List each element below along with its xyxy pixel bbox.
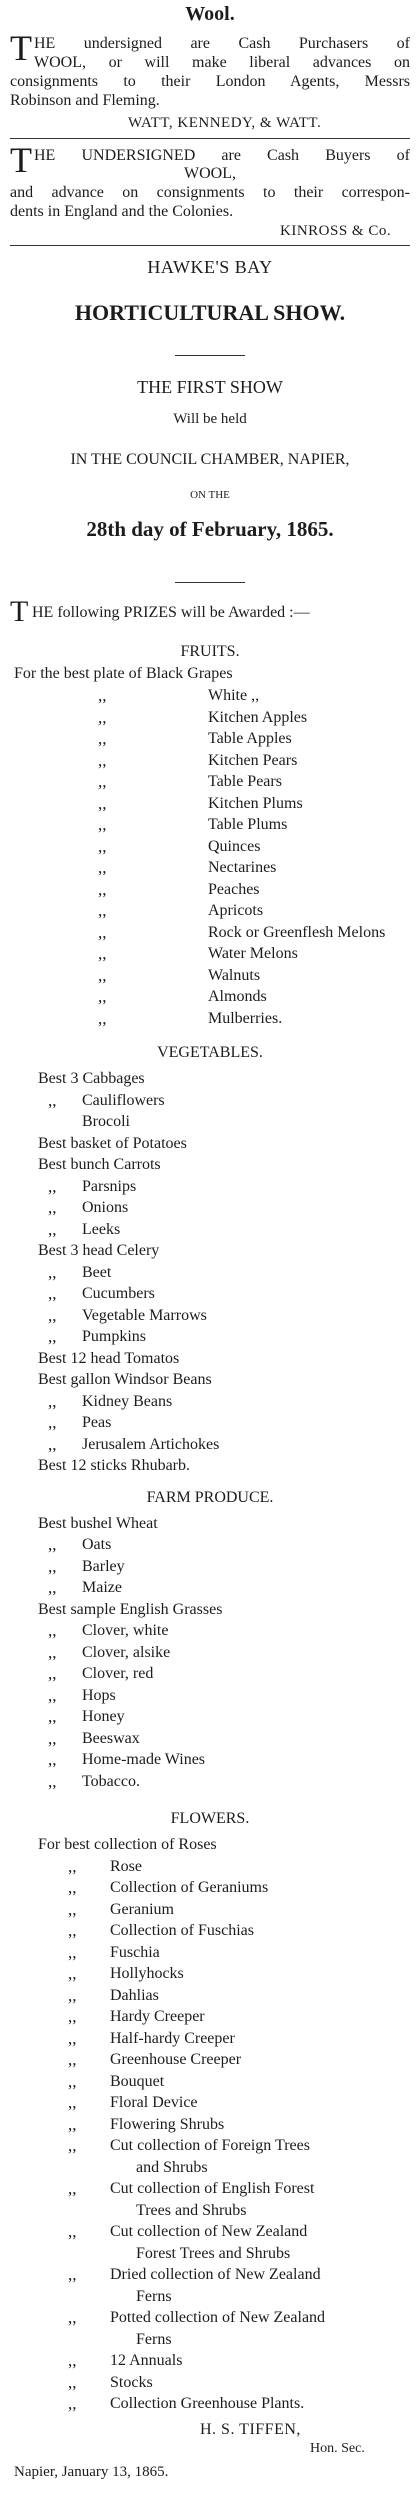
ad-line: WOOL, or will make liberal advances on	[34, 54, 410, 71]
prize-item: Leeks	[82, 1220, 121, 1238]
ditto-mark: ,,	[68, 1985, 77, 2005]
ditto-mark: ,,	[68, 2093, 77, 2112]
ad-divider	[10, 245, 410, 246]
prize-item: Mulberries.	[208, 1009, 283, 1027]
section-heading: FRUITS.	[180, 643, 240, 660]
ditto-mark: ,,	[48, 1434, 57, 1454]
prize-item: Floral Device	[110, 2094, 198, 2111]
prize-item: Vegetable Marrows	[82, 1306, 207, 1324]
ad-signature: KINROSS & Co.	[280, 223, 392, 239]
ditto-mark: ,,	[98, 686, 107, 705]
prize-item: Peas	[82, 1414, 112, 1431]
ditto-mark: ,,	[48, 1198, 57, 1217]
ad-line: HE UNDERSIGNED are Cash Buyers of	[34, 147, 410, 164]
show-subtitle: HAWKE'S BAY	[147, 257, 273, 277]
prize-item: Hollyhocks	[110, 1965, 184, 1982]
prize-item: Kitchen Pears	[208, 751, 298, 769]
ditto-mark: ,,	[48, 1284, 57, 1303]
prize-line: Best sample English Grasses	[38, 1600, 223, 1618]
prize-line: Best 3 Cabbages	[38, 1070, 145, 1087]
short-divider	[175, 355, 245, 356]
on-the: ON THE	[190, 489, 230, 501]
ad-line: Robinson and Fleming.	[10, 92, 160, 109]
ditto-mark: ,,	[98, 793, 107, 813]
prize-item: Honey	[82, 1708, 125, 1725]
location: IN THE COUNCIL CHAMBER, NAPIER,	[70, 451, 350, 468]
ditto-mark: ,,	[98, 1008, 107, 1028]
prize-item: Collection of Fuschias	[110, 1922, 254, 1939]
ditto-mark: ,,	[98, 901, 107, 920]
ad-line: HE undersigned are Cash Purchasers of	[34, 35, 410, 52]
prize-item: Barley	[82, 1557, 125, 1575]
ditto-mark: ,,	[68, 1856, 77, 1876]
ditto-mark: ,,	[68, 2007, 77, 2026]
ditto-mark: ,,	[68, 2222, 77, 2241]
prize-item: Apricots	[208, 902, 264, 919]
ditto-mark: ,,	[98, 987, 107, 1006]
prize-item: Clover, alsike	[82, 1643, 171, 1661]
prize-item: Geranium	[110, 1900, 174, 1918]
dateline: Napier, January 13, 1865.	[14, 2463, 169, 2480]
secretary-name: H. S. TIFFEN,	[200, 2420, 301, 2438]
prize-item: Parsnips	[82, 1177, 137, 1195]
ad-line: dents in England and the Colonies.	[10, 203, 234, 220]
prize-item: Kitchen Plums	[208, 794, 303, 812]
prize-item: 12 Annuals	[110, 2352, 183, 2369]
drop-cap: T	[10, 140, 32, 180]
prize-item: Water Melons	[208, 945, 298, 962]
prize-line: Best bunch Carrots	[38, 1156, 161, 1173]
prize-item: Table Plums	[208, 816, 288, 833]
ditto-mark: ,,	[48, 1090, 57, 1110]
ditto-mark: ,,	[68, 2372, 77, 2392]
ditto-mark: ,,	[98, 750, 107, 770]
ditto-mark: ,,	[48, 1621, 57, 1640]
prizes-intro: HE following PRIZES will be Awarded :—	[32, 604, 310, 621]
ditto-mark: ,,	[48, 1535, 57, 1554]
prize-item: Oats	[82, 1536, 112, 1553]
prize-item: Fuschia	[110, 1943, 160, 1961]
prize-line: For the best plate of Black Grapes	[14, 665, 233, 682]
ditto-mark: ,,	[68, 1921, 77, 1940]
prize-item: Maize	[82, 1579, 122, 1596]
ditto-mark: ,,	[48, 1642, 57, 1662]
ditto-mark: ,,	[48, 1771, 57, 1791]
prize-item: Clover, red	[82, 1665, 154, 1682]
prize-item: Cucumbers	[82, 1285, 155, 1302]
section-heading: VEGETABLES.	[157, 1044, 263, 1061]
prize-item: Greenhouse Creeper	[110, 2051, 242, 2068]
prize-line: Best 12 head Tomatos	[38, 1349, 180, 1367]
ditto-mark: ,,	[68, 2265, 77, 2284]
ditto-mark: ,,	[48, 1413, 57, 1432]
prize-item: Collection of Geraniums	[110, 1879, 269, 1896]
ditto-mark: ,,	[68, 2308, 77, 2327]
ditto-mark: ,,	[48, 1578, 57, 1597]
prize-item: Stocks	[110, 2373, 153, 2391]
prize-item: Pumpkins	[82, 1328, 147, 1345]
wool-heading: Wool.	[185, 3, 235, 25]
ditto-mark: ,,	[68, 2394, 77, 2413]
prize-item: Cut collection of English Forest	[110, 2180, 315, 2197]
prize-line: For best collection of Roses	[38, 1836, 217, 1853]
ditto-mark: ,,	[48, 1728, 57, 1748]
ditto-mark: ,,	[68, 1942, 77, 1962]
ditto-mark: ,,	[48, 1664, 57, 1683]
prize-item: Walnuts	[208, 966, 261, 984]
prize-line: Best 12 sticks Rhubarb.	[38, 1457, 190, 1474]
prize-item: Trees and Shrubs	[136, 2201, 247, 2219]
ditto-mark: ,,	[48, 1327, 57, 1346]
prize-item: Dahlias	[110, 1986, 159, 2004]
ditto-mark: ,,	[68, 2050, 77, 2069]
prize-item: Hops	[82, 1686, 116, 1704]
will-be-held: Will be held	[173, 411, 247, 427]
prize-line: Best gallon Windsor Beans	[38, 1371, 212, 1388]
prize-item: Rock or Greenflesh Melons	[208, 923, 386, 941]
prize-item: Brocoli	[82, 1113, 130, 1130]
ditto-mark: ,,	[68, 2351, 77, 2370]
prize-item: Rose	[110, 1857, 142, 1875]
ditto-mark: ,,	[68, 1964, 77, 1983]
section-heading: FARM PRODUCE.	[146, 1488, 274, 1506]
prize-item: Bouquet	[110, 2072, 165, 2090]
prize-item: Cauliflowers	[82, 1091, 165, 1109]
prize-item: Hardy Creeper	[110, 2008, 205, 2025]
prize-item: and Shrubs	[136, 2158, 208, 2176]
ditto-mark: ,,	[48, 1685, 57, 1705]
prize-item: Nectarines	[208, 859, 277, 876]
prize-line: Best bushel Wheat	[38, 1514, 158, 1532]
prize-item: Table Apples	[208, 730, 292, 747]
ditto-mark: ,,	[68, 2071, 77, 2091]
secretary-title: Hon. Sec.	[310, 2440, 365, 2456]
prize-item: Ferns	[136, 2287, 172, 2305]
ditto-mark: ,,	[98, 922, 107, 942]
ditto-mark: ,,	[68, 1878, 77, 1897]
prize-item: Peaches	[208, 880, 260, 898]
ditto-mark: ,,	[98, 772, 107, 791]
ad-line: consignments to their London Agents, Messrs	[10, 73, 410, 90]
prize-item: Beet	[82, 1263, 112, 1281]
prize-item: Forest Trees and Shrubs	[136, 2244, 291, 2262]
prize-item: Potted collection of New Zealand	[110, 2309, 326, 2326]
prize-item: Tobacco.	[82, 1772, 140, 1790]
ditto-mark: ,,	[48, 1176, 57, 1196]
ditto-mark: ,,	[68, 2028, 77, 2048]
ditto-mark: ,,	[98, 879, 107, 899]
prize-item: Flowering Shrubs	[110, 2115, 225, 2133]
show-date: 28th day of February, 1865.	[86, 517, 334, 541]
ditto-mark: ,,	[98, 729, 107, 748]
prize-item: Table Pears	[208, 773, 282, 790]
drop-cap: T	[10, 28, 32, 68]
prize-item: Onions	[82, 1199, 129, 1216]
ditto-mark: ,,	[98, 858, 107, 877]
ad-line: and advance on consignments to their correspon-	[10, 184, 410, 201]
prize-line: Best basket of Potatoes	[38, 1134, 187, 1152]
prize-item: Almonds	[208, 988, 267, 1005]
prize-item: Cut collection of Foreign Trees	[110, 2137, 310, 2154]
ad-line: WOOL,	[184, 165, 236, 182]
ditto-mark: ,,	[48, 1707, 57, 1726]
prize-item: Dried collection of New Zealand	[110, 2266, 321, 2283]
ditto-mark: ,,	[48, 1305, 57, 1325]
prize-item: Jerusalem Artichokes	[82, 1435, 220, 1453]
ditto-mark: ,,	[98, 707, 107, 727]
ditto-mark: ,,	[98, 965, 107, 985]
prize-item: Kidney Beans	[82, 1392, 173, 1410]
ditto-mark: ,,	[68, 1899, 77, 1919]
ditto-mark: ,,	[48, 1750, 57, 1769]
prize-item: Clover, white	[82, 1622, 169, 1639]
prize-item: Ferns	[136, 2330, 172, 2348]
prize-item: Home-made Wines	[82, 1751, 206, 1768]
ditto-mark: ,,	[98, 944, 107, 963]
prize-item: Half-hardy Creeper	[110, 2029, 235, 2047]
ditto-mark: ,,	[68, 2179, 77, 2198]
drop-cap: T	[10, 595, 29, 628]
ad-divider	[10, 138, 410, 139]
ditto-mark: ,,	[98, 836, 107, 856]
ditto-mark: ,,	[48, 1219, 57, 1239]
prize-item: Quinces	[208, 837, 261, 855]
prize-item: Cut collection of New Zealand	[110, 2223, 308, 2240]
short-divider	[175, 582, 245, 583]
prize-item: White ,,	[208, 687, 260, 704]
ditto-mark: ,,	[48, 1556, 57, 1576]
ditto-mark: ,,	[48, 1262, 57, 1282]
prize-item: Collection Greenhouse Plants.	[110, 2395, 305, 2412]
ditto-mark: ,,	[68, 2136, 77, 2155]
section-heading: FLOWERS.	[170, 1810, 250, 1827]
ditto-mark: ,,	[68, 2114, 77, 2134]
ad-signature: WATT, KENNEDY, & WATT.	[128, 115, 322, 131]
ditto-mark: ,,	[98, 815, 107, 834]
prize-item: Kitchen Apples	[208, 708, 308, 726]
prize-item: Beeswax	[82, 1729, 140, 1747]
show-title: HORTICULTURAL SHOW.	[74, 300, 346, 325]
ditto-mark: ,,	[48, 1391, 57, 1411]
first-show: THE FIRST SHOW	[137, 377, 283, 397]
prize-line: Best 3 head Celery	[38, 1242, 160, 1259]
